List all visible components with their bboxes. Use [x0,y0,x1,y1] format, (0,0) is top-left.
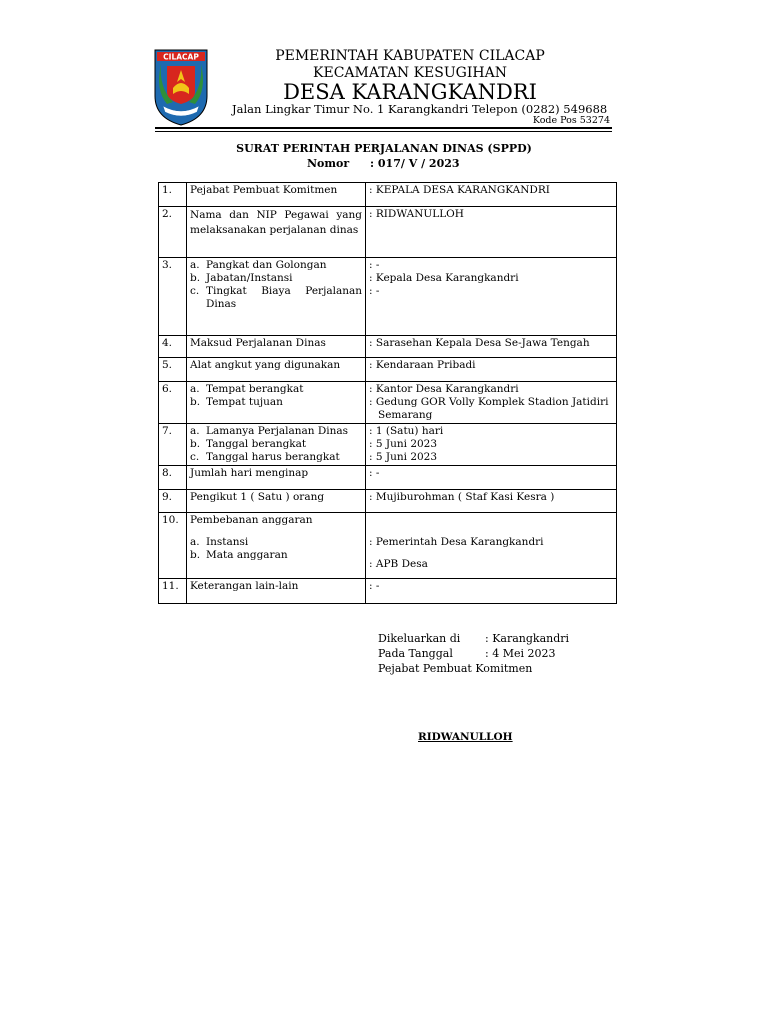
nomor-label: Nomor [307,157,350,170]
row-label: Alat angkut yang digunakan [187,358,366,382]
value-line: : 1 (Satu) hari [369,425,444,437]
header-village: DESA KARANGKANDRI [283,80,537,104]
sub-letter: c. [190,285,200,297]
row-value: : Mujiburohman ( Staf Kasi Kesra ) [366,490,617,513]
sub-label: Tempat berangkat [206,383,304,395]
sub-label: Tempat tujuan [206,396,283,408]
sub-letter: b. [190,549,201,561]
table-row [159,336,617,358]
row-value [366,382,617,424]
row-number: 8. [159,466,187,490]
header-government: PEMERINTAH KABUPATEN CILACAP [275,48,545,64]
sub-letter: a. [190,536,200,548]
value-line: : - [369,285,380,297]
table-row [159,466,617,490]
logo-caption: CILACAP [163,52,199,62]
row-label: Maksud Perjalanan Dinas [187,336,366,358]
table-row [159,513,617,579]
row-number: 3. [159,258,187,336]
row-value: : KEPALA DESA KARANGKANDRI [366,183,617,207]
header-rule-thin [155,131,612,132]
row-number: 10. [159,513,187,579]
row-label [187,424,366,466]
document-title: SURAT PERINTAH PERJALANAN DINAS (SPPD) [236,142,532,155]
value-line: : Gedung GOR Volly Komplek Stadion Jatidiri [369,396,609,408]
date-label: Pada Tanggal [378,647,453,660]
sub-label: Instansi [206,536,249,548]
sub-letter: b. [190,272,201,284]
row-number: 9. [159,490,187,513]
table-row [159,258,617,336]
row-label: Pejabat Pembuat Komitmen [187,183,366,207]
table-row [159,382,617,424]
value-line: Semarang [378,409,433,421]
issued-date [378,647,555,660]
signer-position: Pejabat Pembuat Komitmen [378,662,533,675]
row-value [366,513,617,579]
value-line: : Pemerintah Desa Karangkandri [369,536,544,548]
issued-place [378,632,569,645]
value-line: : 5 Juni 2023 [369,438,438,450]
sub-label: Lamanya Perjalanan Dinas [206,425,349,437]
row-number: 7. [159,424,187,466]
value-line: : - [369,259,380,271]
sppd-table [158,182,617,604]
row-value: : - [366,466,617,490]
issued-value: : Karangkandri [485,632,570,645]
sub-label: Jabatan/Instansi [206,272,293,284]
value-line: : Kantor Desa Karangkandri [369,383,519,395]
row-label: Keterangan lain-lain [187,579,366,604]
table-row [159,207,617,258]
row-number: 2. [159,207,187,258]
row-label [187,258,366,336]
row-value: : RIDWANULLOH [366,207,617,258]
row-value: : - [366,579,617,604]
sub-letter: b. [190,396,201,408]
header-district: KECAMATAN KESUGIHAN [313,65,507,81]
value-line: : Kepala Desa Karangkandri [369,272,519,284]
table-row [159,579,617,604]
table-row [159,490,617,513]
sub-label: Mata anggaran [206,549,288,561]
table-row [159,424,617,466]
sub-label: Tanggal harus berangkat [206,451,340,463]
row-label: Nama dan NIP Pegawai yang melaksanakan perjalanan dinas [187,207,366,258]
row-value [366,424,617,466]
signer-name: RIDWANULLOH [418,731,513,743]
table-row [159,183,617,207]
row-number: 11. [159,579,187,604]
header-address: Jalan Lingkar Timur No. 1 Karangkandri Telepon (0282) 549688 [232,102,608,116]
cilacap-logo [153,48,209,126]
row-label [187,513,366,579]
issued-label: Dikeluarkan di [378,632,461,645]
row-label: Pengikut 1 ( Satu ) orang [187,490,366,513]
row-value: : Kendaraan Pribadi [366,358,617,382]
row-number: 6. [159,382,187,424]
row-number: 5. [159,358,187,382]
sub-letter: c. [190,451,200,463]
row-number: 4. [159,336,187,358]
sub-letter: a. [190,425,200,437]
sub-label: Pangkat dan Golongan [206,259,327,271]
row-value: : Sarasehan Kepala Desa Se-Jawa Tengah [366,336,617,358]
row-label: Jumlah hari menginap [187,466,366,490]
nomor-value: : 017/ V / 2023 [370,157,460,170]
sub-letter: a. [190,259,200,271]
table-row [159,358,617,382]
header-postal-code: Kode Pos 53274 [532,115,610,126]
header-rule-thick [155,127,612,129]
sub-heading: Pembebanan anggaran [190,514,313,526]
sub-label: Tingkat Biaya Perjalanan Dinas [206,285,362,310]
date-value: : 4 Mei 2023 [485,647,556,660]
sub-letter: a. [190,383,200,395]
sub-letter: b. [190,438,201,450]
value-line: : APB Desa [369,558,428,570]
sub-label: Tanggal berangkat [206,438,307,450]
row-number: 1. [159,183,187,207]
row-value [366,258,617,336]
row-label [187,382,366,424]
value-line: : 5 Juni 2023 [369,451,438,463]
